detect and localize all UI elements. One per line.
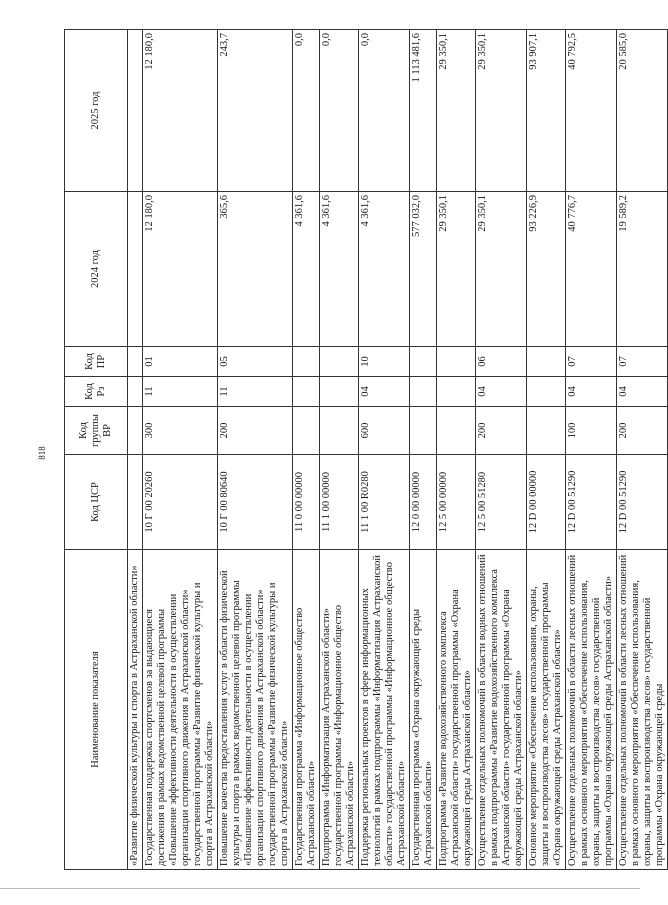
cell-2024: 4 361,6 (359, 192, 410, 347)
cell-pr: 07 (566, 347, 617, 377)
cell-rz (437, 377, 476, 407)
cell-2024: 4 361,6 (293, 192, 320, 347)
cell-pr (437, 347, 476, 377)
cell-vr (320, 407, 359, 455)
cell-2025: 243,7 (218, 30, 293, 192)
col-header-2024: 2024 год (65, 192, 128, 347)
cell-2025: 0,0 (320, 30, 359, 192)
cell-2024: 4 361,6 (320, 192, 359, 347)
cell-rz (527, 377, 566, 407)
cell-csr: 12 D 00 51290 (566, 455, 617, 550)
cell-rz: 11 (143, 377, 218, 407)
scan-edge-line (0, 888, 640, 889)
cell-2025: 0,0 (293, 30, 320, 192)
cell-2024: 40 776,7 (566, 192, 617, 347)
table-row (566, 30, 617, 870)
cell-2025: 29 350,1 (476, 30, 527, 192)
cell-vr (293, 407, 320, 455)
cell-2025 (128, 30, 143, 192)
cell-name: «Развитие физической культуры и спорта в Астраханской области» (128, 550, 143, 870)
cell-csr: 12 0 00 00000 (410, 455, 437, 550)
cell-2025: 40 792,5 (566, 30, 617, 192)
cell-name: Государственная программа «Охрана окружающей среды Астраханской области» (410, 550, 437, 870)
cell-name: Подпрограмма «Информатизация Астраханской области» государственной программы «Информационное общество Астраханской области» (320, 550, 359, 870)
cell-csr: 10 Г 00 20260 (143, 455, 218, 550)
col-header-vr: Код группы ВР (65, 407, 128, 455)
cell-csr: 12 5 00 51280 (476, 455, 527, 550)
cell-pr: 07 (617, 347, 668, 377)
cell-2025: 29 350,1 (437, 30, 476, 192)
cell-csr: 12 D 00 51290 (617, 455, 668, 550)
table-row (218, 30, 293, 870)
cell-pr: 06 (476, 347, 527, 377)
cell-rz (293, 377, 320, 407)
cell-2025: 93 907,1 (527, 30, 566, 192)
cell-vr (527, 407, 566, 455)
cell-csr: 11 0 00 00000 (293, 455, 320, 550)
cell-2024: 365,6 (218, 192, 293, 347)
cell-csr: 12 5 00 00000 (437, 455, 476, 550)
cell-name: Осуществление отдельных полномочий в области лесных отношений в рамках основного мероприятия «Обеспечение использования, охраны, защиты и воспроизводства лесов» государственной программы «Охрана окружающей среды (617, 550, 668, 870)
table-row (410, 30, 437, 870)
col-header-csr: Код ЦСР (65, 455, 128, 550)
table-row (128, 30, 143, 870)
cell-vr: 100 (566, 407, 617, 455)
cell-pr (410, 347, 437, 377)
page-number: 818 (36, 446, 47, 460)
cell-name: Повышение качества предоставления услуг в области физической культуры и спорта в рамках ведомственной целевой программы «Повышение эффективности деятельности в осуществлении организации спортивного движения в Астраханской области» государственной программы «Развитие физической культуры и спорта в Астраханской области» (218, 550, 293, 870)
cell-name: Государственная программа «Информационное общество Астраханской области» (293, 550, 320, 870)
cell-2025: 1 113 481,6 (410, 30, 437, 192)
cell-2024: 577 032,0 (410, 192, 437, 347)
cell-vr: 600 (359, 407, 410, 455)
cell-rz: 04 (566, 377, 617, 407)
cell-pr (293, 347, 320, 377)
cell-csr: 11 1 00 00000 (320, 455, 359, 550)
cell-2024: 12 180,0 (143, 192, 218, 347)
budget-table (64, 29, 668, 870)
cell-2024 (128, 192, 143, 347)
cell-pr: 10 (359, 347, 410, 377)
cell-2024: 93 226,9 (527, 192, 566, 347)
table-row (437, 30, 476, 870)
table-row (617, 30, 668, 870)
cell-rz (320, 377, 359, 407)
col-header-pr: Код ПР (65, 347, 128, 377)
cell-name: Подпрограмма «Развитие водохозяйственного комплекса Астраханской области» государственной программы «Охрана окружающей среды Астраханской области» (437, 550, 476, 870)
table-row (320, 30, 359, 870)
table-row (143, 30, 218, 870)
cell-2025: 0,0 (359, 30, 410, 192)
cell-csr: 10 Г 00 80640 (218, 455, 293, 550)
col-header-name: Наименование показателя (65, 550, 128, 870)
cell-pr (128, 347, 143, 377)
col-header-2025: 2025 год (65, 30, 128, 192)
cell-name: Основное мероприятие «Обеспечение использования, охраны, защиты и воспроизводства лесов» государственной программы «Охрана окружающей среды Астраханской области» (527, 550, 566, 870)
cell-csr (128, 455, 143, 550)
table-row (359, 30, 410, 870)
cell-rz: 04 (476, 377, 527, 407)
cell-2024: 29 350,1 (476, 192, 527, 347)
cell-2025: 20 585,0 (617, 30, 668, 192)
cell-name: Государственная поддержка спортсменов за выдающиеся достижения в рамках ведомственной целевой программы «Повышение эффективности деятельности в осуществлении организации спортивного движения в Астраханской области» государственной программы «Развитие физической культуры и спорта в Астраханской области» (143, 550, 218, 870)
cell-vr (437, 407, 476, 455)
table-row (527, 30, 566, 870)
cell-rz (128, 377, 143, 407)
rotated-page (64, 30, 665, 870)
cell-rz: 04 (617, 377, 668, 407)
cell-csr: 12 D 00 00000 (527, 455, 566, 550)
cell-vr: 200 (218, 407, 293, 455)
cell-2024: 19 589,2 (617, 192, 668, 347)
cell-pr: 05 (218, 347, 293, 377)
cell-pr (527, 347, 566, 377)
table-row (293, 30, 320, 870)
cell-vr (410, 407, 437, 455)
cell-rz (410, 377, 437, 407)
cell-rz: 11 (218, 377, 293, 407)
cell-name: Осуществление отдельных полномочий в области лесных отношений в рамках основного мероприятия «Обеспечение использования, охраны, защиты и воспроизводства лесов» государственной программы «Охрана окружающей среды Астраханской области» (566, 550, 617, 870)
cell-vr (128, 407, 143, 455)
cell-name: Поддержка региональных проектов в сфере информационных технологий в рамках подпрограммы «Информатизация Астраханской области» государственной программы «Информационное общество Астраханской области» (359, 550, 410, 870)
header-row (65, 30, 128, 870)
col-header-rz: Код Рз (65, 377, 128, 407)
table-row (476, 30, 527, 870)
cell-pr (320, 347, 359, 377)
cell-pr: 01 (143, 347, 218, 377)
cell-2025: 12 180,0 (143, 30, 218, 192)
cell-csr: 11 1 00 R0280 (359, 455, 410, 550)
cell-rz: 04 (359, 377, 410, 407)
cell-vr: 300 (143, 407, 218, 455)
cell-name: Осуществление отдельных полномочий в области водных отношений в рамках подпрограммы «Развитие водохозяйственного комплекса Астраханской области» государственной программы «Охрана окружающей среды Астраханской области» (476, 550, 527, 870)
cell-2024: 29 350,1 (437, 192, 476, 347)
cell-vr: 200 (617, 407, 668, 455)
cell-vr: 200 (476, 407, 527, 455)
